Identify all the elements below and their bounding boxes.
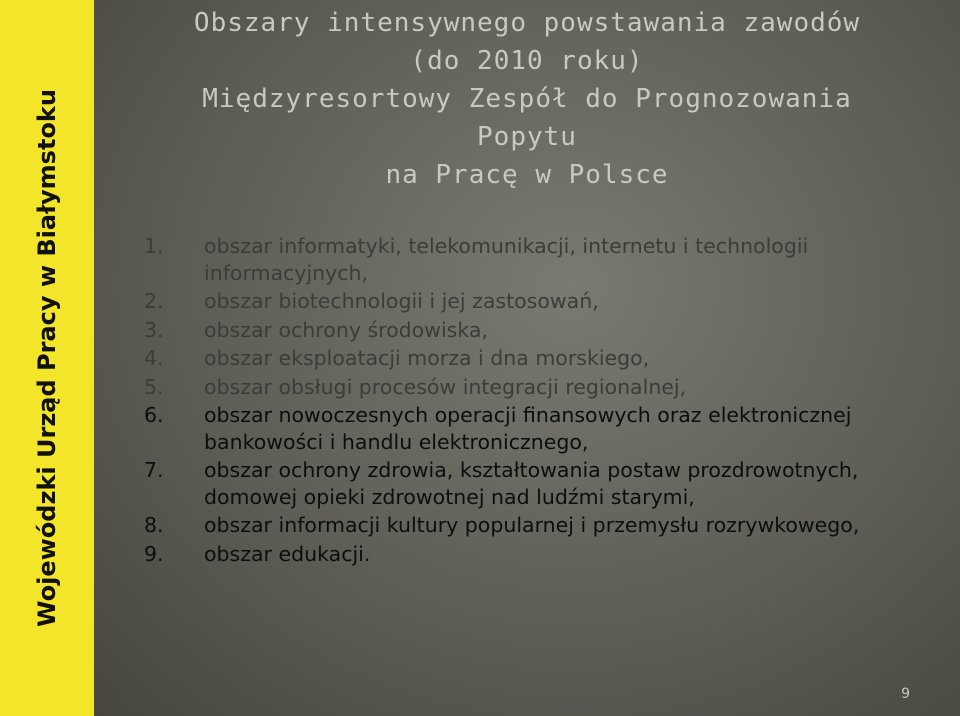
item-text: obszar informatyki, telekomunikacji, internetu i technologii informacyjnych, (204, 234, 809, 285)
item-number: 3. (144, 317, 164, 342)
list-item (144, 541, 944, 568)
item-number: 2. (144, 289, 164, 313)
title-line: Międzyresortowy Zespół do Prognozowania (202, 84, 852, 114)
item-text: obszar obsługi procesów integracji regionalnej, (204, 374, 687, 399)
item-number: 8. (144, 513, 164, 537)
item-text: obszar eksploatacji morza i dna morskiego, (204, 346, 650, 370)
list-item (144, 457, 944, 510)
areas-list (144, 233, 944, 569)
title-line: (do 2010 roku) (410, 46, 644, 76)
item-text: obszar ochrony środowiska, (204, 317, 488, 342)
list-item (144, 345, 944, 372)
list-item (144, 402, 944, 455)
item-text: obszar informacji kultury popularnej i przemysłu rozrywkowego, (204, 513, 860, 537)
item-text: obszar ochrony zdrowia, kształtowania postaw prozdrowotnych, domowej opieki zdrowotnej nad ludźmi starymi, (204, 458, 859, 509)
item-number: 9. (144, 541, 164, 566)
list-item (144, 233, 944, 286)
item-text: obszar biotechnologii i jej zastosowań, (204, 289, 599, 313)
item-number: 6. (144, 403, 164, 427)
title-line: Popytu (477, 122, 577, 152)
list-item (144, 288, 944, 315)
item-text: obszar nowoczesnych operacji finansowych oraz elektronicznej bankowości i handlu elektronicznego, (204, 403, 852, 454)
list-item (144, 512, 944, 539)
title-line: na Pracę w Polsce (385, 160, 669, 190)
list-item (144, 374, 944, 401)
item-number: 1. (144, 234, 164, 258)
sidebar-institution-name: Wojewódzki Urząd Pracy w Białymstoku (33, 89, 61, 627)
sidebar (0, 0, 94, 716)
title-line: Obszary intensywnego powstawania zawodów (193, 8, 861, 38)
item-number: 5. (144, 374, 164, 399)
page-number: 9 (901, 686, 910, 702)
slide (94, 0, 960, 716)
slide-title (94, 4, 960, 194)
item-number: 4. (144, 346, 164, 370)
item-text: obszar edukacji. (204, 541, 371, 566)
list-item (144, 317, 944, 344)
item-number: 7. (144, 458, 164, 482)
